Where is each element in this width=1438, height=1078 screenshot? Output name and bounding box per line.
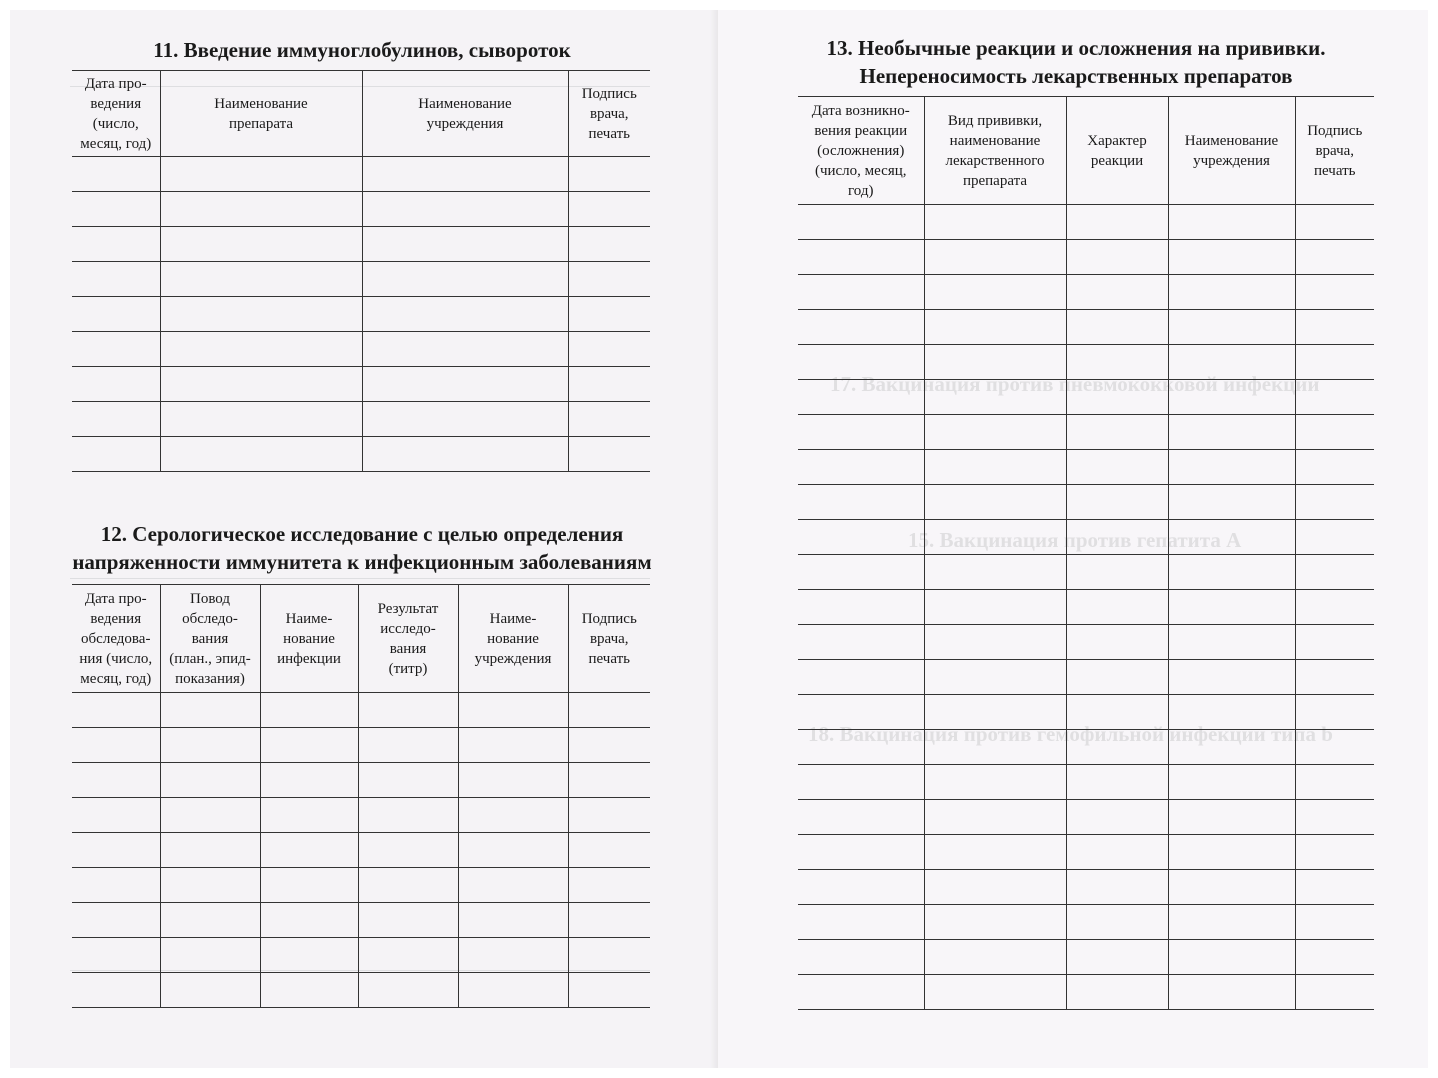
- table-row: [798, 240, 1374, 275]
- table-row: [72, 367, 650, 402]
- table-cell[interactable]: [1295, 800, 1374, 835]
- table-cell[interactable]: [798, 520, 924, 555]
- table-cell[interactable]: [924, 765, 1066, 800]
- table-cell[interactable]: [72, 728, 160, 763]
- table-cell[interactable]: [798, 380, 924, 415]
- table-cell[interactable]: [798, 240, 924, 275]
- table-cell[interactable]: [798, 415, 924, 450]
- table-row: [798, 590, 1374, 625]
- table-cell[interactable]: [72, 157, 160, 192]
- column-header-date: Дата про- ведения (число, месяц, год): [72, 71, 160, 157]
- column-header-signature: Подпись врача, печать: [1295, 97, 1374, 205]
- table-cell[interactable]: [72, 262, 160, 297]
- table-cell[interactable]: [1295, 695, 1374, 730]
- right-page: [718, 10, 1428, 1068]
- table-row: [798, 520, 1374, 555]
- table-cell[interactable]: [1066, 520, 1168, 555]
- table-cell[interactable]: [924, 345, 1066, 380]
- table-cell[interactable]: [160, 262, 362, 297]
- section-12-title-line1: 12. Серологическое исследование с целью определения: [100, 522, 624, 546]
- table-row: [72, 693, 650, 728]
- table-cell[interactable]: [798, 695, 924, 730]
- table-cell[interactable]: [1168, 275, 1295, 310]
- table-cell[interactable]: [1295, 765, 1374, 800]
- column-header-signature: Подпись врача, печать: [568, 585, 650, 693]
- table-cell[interactable]: [1295, 835, 1374, 870]
- table-cell[interactable]: [924, 730, 1066, 765]
- table-cell[interactable]: [260, 903, 358, 938]
- table-row: [798, 415, 1374, 450]
- column-header-date: Дата про- ведения обследова- ния (число, месяц, год): [72, 585, 160, 693]
- table-cell[interactable]: [1168, 310, 1295, 345]
- table-cell[interactable]: [72, 903, 160, 938]
- table-row: [72, 833, 650, 868]
- table-row: [798, 205, 1374, 240]
- section-13-title: [786, 34, 1366, 90]
- column-header-reaction-nature: Характер реакции: [1066, 97, 1168, 205]
- show-through-heading-18: 18. Вакцинация против гемофильной инфекции типа b: [808, 722, 1333, 746]
- table-cell[interactable]: [1295, 520, 1374, 555]
- table-cell[interactable]: [924, 905, 1066, 940]
- column-header-infection: Наиме- нование инфекции: [260, 585, 358, 693]
- table-cell[interactable]: [568, 868, 650, 903]
- table-cell[interactable]: [568, 693, 650, 728]
- table-cell[interactable]: [1168, 730, 1295, 765]
- table-cell[interactable]: [160, 868, 260, 903]
- table-cell[interactable]: [358, 868, 458, 903]
- table-cell[interactable]: [798, 800, 924, 835]
- table-cell[interactable]: [358, 938, 458, 973]
- table-row: [798, 870, 1374, 905]
- table-cell[interactable]: [568, 402, 650, 437]
- column-header-institution: Наименование учреждения: [1168, 97, 1295, 205]
- table-cell[interactable]: [1066, 870, 1168, 905]
- table-cell[interactable]: [458, 903, 568, 938]
- table-cell[interactable]: [260, 938, 358, 973]
- column-header-result: Результат исследо- вания (титр): [358, 585, 458, 693]
- table-cell[interactable]: [1168, 415, 1295, 450]
- table-row: [72, 938, 650, 973]
- table-cell[interactable]: [160, 728, 260, 763]
- table-cell[interactable]: [1066, 940, 1168, 975]
- table-cell[interactable]: [1066, 275, 1168, 310]
- table-row: [798, 940, 1374, 975]
- table-row: [798, 695, 1374, 730]
- table-cell[interactable]: [1066, 380, 1168, 415]
- table-cell[interactable]: [798, 485, 924, 520]
- section-13-title-line2: Непереносимость лекарственных препаратов: [859, 64, 1293, 88]
- table-cell[interactable]: [458, 938, 568, 973]
- table-cell[interactable]: [458, 833, 568, 868]
- table-cell[interactable]: [1168, 800, 1295, 835]
- table-cell[interactable]: [798, 905, 924, 940]
- section-12-title-line2: напряженности иммунитета к инфекционным заболеваниям: [72, 550, 652, 574]
- table-cell[interactable]: [1295, 380, 1374, 415]
- table-cell[interactable]: [924, 695, 1066, 730]
- table-cell[interactable]: [362, 402, 568, 437]
- table-cell[interactable]: [260, 728, 358, 763]
- table-cell[interactable]: [798, 450, 924, 485]
- table-cell[interactable]: [1168, 625, 1295, 660]
- table-cell[interactable]: [568, 833, 650, 868]
- table-cell[interactable]: [1066, 205, 1168, 240]
- table-cell[interactable]: [924, 415, 1066, 450]
- table-cell[interactable]: [924, 975, 1066, 1010]
- table-cell[interactable]: [1066, 975, 1168, 1010]
- table-row: [798, 800, 1374, 835]
- table-cell[interactable]: [160, 157, 362, 192]
- table-cell[interactable]: [1066, 625, 1168, 660]
- table-cell[interactable]: [458, 798, 568, 833]
- table-row: [798, 485, 1374, 520]
- table-cell[interactable]: [1295, 870, 1374, 905]
- table-cell[interactable]: [260, 973, 358, 1008]
- table-cell[interactable]: [798, 765, 924, 800]
- table-cell[interactable]: [1168, 870, 1295, 905]
- table-cell[interactable]: [1295, 275, 1374, 310]
- table-cell[interactable]: [924, 450, 1066, 485]
- table-cell[interactable]: [798, 730, 924, 765]
- table-cell[interactable]: [1066, 310, 1168, 345]
- table-cell[interactable]: [1066, 450, 1168, 485]
- table-cell[interactable]: [1295, 205, 1374, 240]
- section-11-title-text: 11. Введение иммуноглобулинов, сывороток: [153, 38, 571, 62]
- table-cell[interactable]: [160, 332, 362, 367]
- table-cell[interactable]: [1168, 380, 1295, 415]
- table-cell[interactable]: [458, 763, 568, 798]
- show-through-rule: [70, 578, 650, 579]
- table-row: [72, 157, 650, 192]
- table-cell[interactable]: [160, 973, 260, 1008]
- table-cell[interactable]: [260, 763, 358, 798]
- table-cell[interactable]: [798, 345, 924, 380]
- table-header-row: [72, 585, 650, 693]
- table-cell[interactable]: [568, 763, 650, 798]
- table-row: [72, 903, 650, 938]
- table-cell[interactable]: [72, 973, 160, 1008]
- table-cell[interactable]: [798, 940, 924, 975]
- table-cell[interactable]: [924, 835, 1066, 870]
- table-cell[interactable]: [1168, 695, 1295, 730]
- table-cell[interactable]: [1295, 415, 1374, 450]
- table-cell[interactable]: [1295, 625, 1374, 660]
- table-cell[interactable]: [1066, 660, 1168, 695]
- column-header-reaction-date: Дата возникно- вения реакции (осложнения) (число, месяц, год): [798, 97, 924, 205]
- table-cell[interactable]: [924, 205, 1066, 240]
- table-cell[interactable]: [72, 437, 160, 472]
- table-cell[interactable]: [798, 555, 924, 590]
- table-row: [72, 332, 650, 367]
- table-cell[interactable]: [72, 367, 160, 402]
- table-cell[interactable]: [1295, 730, 1374, 765]
- table-cell[interactable]: [798, 205, 924, 240]
- table-row: [798, 450, 1374, 485]
- table-cell[interactable]: [798, 660, 924, 695]
- table-cell[interactable]: [1168, 520, 1295, 555]
- table-cell[interactable]: [260, 798, 358, 833]
- table-cell[interactable]: [1295, 590, 1374, 625]
- table-row: [72, 262, 650, 297]
- table-cell[interactable]: [568, 938, 650, 973]
- table-row: [72, 437, 650, 472]
- table-row: [798, 765, 1374, 800]
- table-cell[interactable]: [1295, 940, 1374, 975]
- table-cell[interactable]: [160, 903, 260, 938]
- table-cell[interactable]: [160, 402, 362, 437]
- table-cell[interactable]: [362, 227, 568, 262]
- table-cell[interactable]: [358, 798, 458, 833]
- table-cell[interactable]: [1168, 660, 1295, 695]
- table-cell[interactable]: [924, 800, 1066, 835]
- table-row: [72, 402, 650, 437]
- show-through-heading-15: 15. Вакцинация против гепатита А: [908, 528, 1242, 552]
- table-cell[interactable]: [1295, 450, 1374, 485]
- table-cell[interactable]: [1168, 345, 1295, 380]
- table-cell[interactable]: [72, 763, 160, 798]
- table-cell[interactable]: [1066, 240, 1168, 275]
- table-cell[interactable]: [1168, 555, 1295, 590]
- table-row: [798, 310, 1374, 345]
- table-cell[interactable]: [568, 728, 650, 763]
- table-cell[interactable]: [72, 192, 160, 227]
- table-cell[interactable]: [1168, 450, 1295, 485]
- table-cell[interactable]: [160, 693, 260, 728]
- table-cell[interactable]: [72, 833, 160, 868]
- table-cell[interactable]: [1066, 345, 1168, 380]
- table-cell[interactable]: [1066, 835, 1168, 870]
- table-cell[interactable]: [1066, 905, 1168, 940]
- table-row: [798, 730, 1374, 765]
- section-11-title: [72, 36, 652, 64]
- table-cell[interactable]: [1168, 940, 1295, 975]
- table-cell[interactable]: [1295, 905, 1374, 940]
- table-row: [72, 227, 650, 262]
- table-header-row: [72, 71, 650, 157]
- table-cell[interactable]: [568, 262, 650, 297]
- table-cell[interactable]: [568, 973, 650, 1008]
- table-cell[interactable]: [1168, 835, 1295, 870]
- table-row: [798, 275, 1374, 310]
- table-cell[interactable]: [1066, 800, 1168, 835]
- show-through-heading-17: 17. Вакцинация против пневмококковой инфекции: [830, 372, 1320, 396]
- adverse-reactions-table-body: [798, 205, 1374, 1010]
- table-cell[interactable]: [924, 870, 1066, 905]
- table-cell[interactable]: [160, 227, 362, 262]
- table-cell[interactable]: [1168, 905, 1295, 940]
- table-cell[interactable]: [458, 868, 568, 903]
- table-cell[interactable]: [362, 297, 568, 332]
- table-row: [798, 345, 1374, 380]
- table-cell[interactable]: [358, 763, 458, 798]
- serological-test-table-body: [72, 693, 650, 1008]
- table-cell[interactable]: [458, 693, 568, 728]
- table-cell[interactable]: [568, 367, 650, 402]
- column-header-reason: Повод обследо- вания (план., эпид- показания): [160, 585, 260, 693]
- table-cell[interactable]: [362, 437, 568, 472]
- table-cell[interactable]: [72, 938, 160, 973]
- column-header-institution: Наиме- нование учреждения: [458, 585, 568, 693]
- table-cell[interactable]: [160, 297, 362, 332]
- table-row: [798, 660, 1374, 695]
- table-cell[interactable]: [1168, 240, 1295, 275]
- table-cell[interactable]: [362, 332, 568, 367]
- table-row: [798, 975, 1374, 1010]
- table-cell[interactable]: [798, 870, 924, 905]
- table-cell[interactable]: [1066, 590, 1168, 625]
- column-header-institution: Наименование учреждения: [362, 71, 568, 157]
- table-cell[interactable]: [260, 868, 358, 903]
- table-cell[interactable]: [924, 590, 1066, 625]
- table-row: [798, 625, 1374, 660]
- table-cell[interactable]: [358, 903, 458, 938]
- table-cell[interactable]: [798, 625, 924, 660]
- table-header-row: [798, 97, 1374, 205]
- table-cell[interactable]: [1168, 975, 1295, 1010]
- table-cell[interactable]: [1066, 415, 1168, 450]
- table-cell[interactable]: [798, 975, 924, 1010]
- table-cell[interactable]: [72, 227, 160, 262]
- serological-test-table: [72, 584, 650, 1008]
- table-row: [72, 973, 650, 1008]
- table-cell[interactable]: [362, 367, 568, 402]
- table-cell[interactable]: [1295, 975, 1374, 1010]
- immunoglobulin-table-body: [72, 157, 650, 472]
- table-cell[interactable]: [568, 437, 650, 472]
- table-cell[interactable]: [1295, 485, 1374, 520]
- table-cell[interactable]: [798, 835, 924, 870]
- table-cell[interactable]: [72, 798, 160, 833]
- table-row: [798, 905, 1374, 940]
- table-cell[interactable]: [1066, 695, 1168, 730]
- table-cell[interactable]: [72, 868, 160, 903]
- table-cell[interactable]: [798, 590, 924, 625]
- table-cell[interactable]: [924, 380, 1066, 415]
- table-row: [72, 192, 650, 227]
- table-cell[interactable]: [358, 728, 458, 763]
- section-13-title-line1: 13. Необычные реакции и осложнения на прививки.: [826, 36, 1326, 60]
- table-cell[interactable]: [1168, 590, 1295, 625]
- table-cell[interactable]: [798, 275, 924, 310]
- table-cell[interactable]: [568, 157, 650, 192]
- table-cell[interactable]: [924, 555, 1066, 590]
- column-header-vaccine-type: Вид прививки, наименование лекарственного препарата: [924, 97, 1066, 205]
- table-cell[interactable]: [1295, 555, 1374, 590]
- table-cell[interactable]: [1295, 310, 1374, 345]
- table-cell[interactable]: [362, 262, 568, 297]
- table-cell[interactable]: [160, 938, 260, 973]
- immunoglobulin-table: [72, 70, 650, 472]
- table-cell[interactable]: [924, 520, 1066, 555]
- table-cell[interactable]: [1295, 240, 1374, 275]
- table-cell[interactable]: [458, 728, 568, 763]
- table-row: [798, 555, 1374, 590]
- table-cell[interactable]: [1295, 345, 1374, 380]
- table-cell[interactable]: [1295, 660, 1374, 695]
- table-cell[interactable]: [568, 332, 650, 367]
- table-cell[interactable]: [1066, 555, 1168, 590]
- table-cell[interactable]: [160, 763, 260, 798]
- column-header-signature: Подпись врача, печать: [568, 71, 650, 157]
- table-cell[interactable]: [72, 693, 160, 728]
- table-cell[interactable]: [568, 227, 650, 262]
- table-cell[interactable]: [1168, 485, 1295, 520]
- table-cell[interactable]: [1168, 765, 1295, 800]
- table-cell[interactable]: [924, 310, 1066, 345]
- table-row: [798, 380, 1374, 415]
- table-row: [72, 798, 650, 833]
- table-cell[interactable]: [358, 693, 458, 728]
- table-cell[interactable]: [160, 437, 362, 472]
- table-cell[interactable]: [1066, 765, 1168, 800]
- table-cell[interactable]: [362, 157, 568, 192]
- table-cell[interactable]: [72, 297, 160, 332]
- table-cell[interactable]: [924, 940, 1066, 975]
- table-cell[interactable]: [568, 798, 650, 833]
- table-cell[interactable]: [568, 297, 650, 332]
- section-12-title: [72, 520, 652, 576]
- table-row: [798, 835, 1374, 870]
- table-row: [72, 297, 650, 332]
- table-cell[interactable]: [1066, 730, 1168, 765]
- table-cell[interactable]: [358, 833, 458, 868]
- table-cell[interactable]: [798, 310, 924, 345]
- table-cell[interactable]: [72, 332, 160, 367]
- table-cell[interactable]: [160, 798, 260, 833]
- adverse-reactions-table: [798, 96, 1374, 1010]
- table-cell[interactable]: [72, 402, 160, 437]
- table-cell[interactable]: [924, 625, 1066, 660]
- table-cell[interactable]: [924, 485, 1066, 520]
- table-cell[interactable]: [260, 693, 358, 728]
- table-cell[interactable]: [160, 192, 362, 227]
- table-cell[interactable]: [362, 192, 568, 227]
- table-cell[interactable]: [1168, 205, 1295, 240]
- left-page: [10, 10, 718, 1068]
- table-cell[interactable]: [160, 367, 362, 402]
- table-row: [72, 728, 650, 763]
- table-cell[interactable]: [260, 833, 358, 868]
- column-header-preparation: Наименование препарата: [160, 71, 362, 157]
- table-cell[interactable]: [568, 903, 650, 938]
- table-cell[interactable]: [1066, 485, 1168, 520]
- table-cell[interactable]: [160, 833, 260, 868]
- table-row: [72, 868, 650, 903]
- table-cell[interactable]: [924, 275, 1066, 310]
- table-row: [72, 763, 650, 798]
- table-cell[interactable]: [924, 660, 1066, 695]
- booklet-spread: [10, 10, 1428, 1068]
- table-cell[interactable]: [458, 973, 568, 1008]
- table-cell[interactable]: [568, 192, 650, 227]
- table-cell[interactable]: [358, 973, 458, 1008]
- table-cell[interactable]: [924, 240, 1066, 275]
